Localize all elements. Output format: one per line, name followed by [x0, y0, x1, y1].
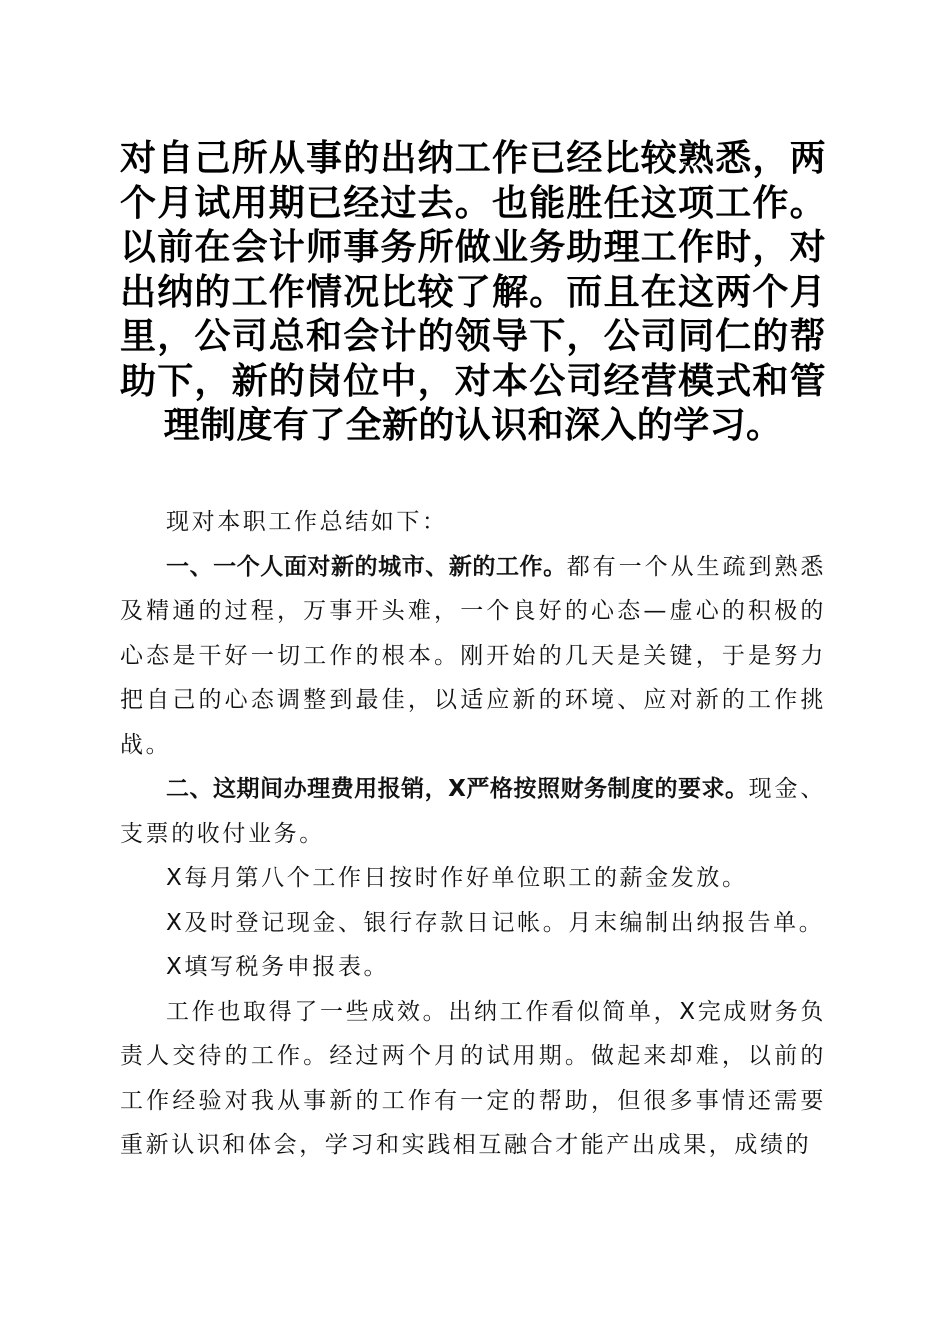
list-item: X填写税务申报表。 — [166, 954, 390, 980]
list-item: X每月第八个工作日按时作好单位职工的薪金发放。 — [166, 865, 748, 891]
closing-paragraph: 工作也取得了一些成效。出纳工作看似简单，X完成财务负责人交待的工作。经过两个月的试用期。做起来却难，以前的工作经验对我从事新的工作有一定的帮助，但很多事情还需要重新认识和体会，学习和实践相互融合才能产出成果，成绩的 — [120, 998, 826, 1158]
section-2-text: 现金、支票的收付业务。 — [120, 776, 826, 847]
list-item: X及时登记现金、银行存款日记帐。月末编制出纳报告单。 — [166, 909, 825, 936]
section-1-paragraph — [120, 545, 826, 768]
section-2-heading: 二、这期间办理费用报销，X严格按照财务制度的要求。 — [166, 776, 749, 802]
section-1-text: 都有一个从生疏到熟悉及精通的过程，万事开头难，一个良好的心态—虚心的积极的心态是干好一切工作的根本。刚开始的几天是关键，于是努力把自己的心态调整到最佳，以适应新的环境、应对新的工作挑战。 — [120, 553, 827, 758]
section-2-paragraph — [120, 767, 826, 856]
document-title: 对自己所从事的出纳工作已经比较熟悉，两个月试用期已经过去。也能胜任这项工作。以前在会计师事务所做业务助理工作时，对出纳的工作情况比较了解。而且在这两个月里，公司总和会计的领导下，公司同仁的帮助下，新的岗位中，对本公司经营模式和管理制度有了全新的认识和深入的学习。 — [120, 137, 826, 446]
document-body — [120, 500, 826, 1168]
section-1-heading: 一、一个人面对新的城市、新的工作。 — [166, 553, 567, 580]
intro-paragraph: 现对本职工作总结如下： — [166, 509, 448, 535]
